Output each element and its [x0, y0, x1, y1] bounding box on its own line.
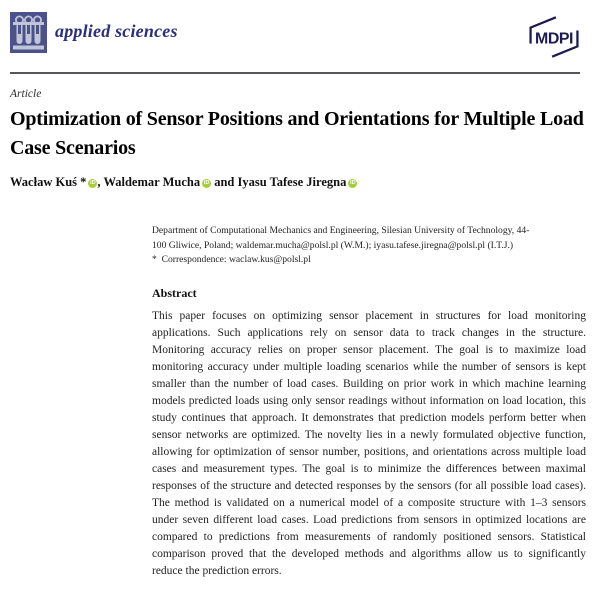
- author-name: Wacław Kuś *: [10, 175, 87, 189]
- correspondence-line: * Correspondence: waclaw.kus@polsl.pl: [152, 254, 311, 265]
- abstract-text: This paper focuses on optimizing sensor placement in structures for load monitoring applications. Such applications rely on sensor data to track changes in the structure. Monitoring accuracy relies on proper sensor placement. The goal is to maximize load monitoring accuracy under multiple loading scenarios while the number of sensors is kept smaller than the number of load cases. Building on prior work in which machine learning models predicted loads using only sensor readings without information on load location, this study continues that approach. It demonstrates that prediction models perform better when sensor networks are optimized. The novelty lies in a newly formulated objective function, allowing for optimization of sensor number, positions, and orientations across multiple load cases and measurement types. The goal is to minimize the differences between maximal responses of the structure and detected responses by the sensors (for all possible load cases). The method is validated on a numerical model of a composite structure with 1–3 sensors under seven different load cases. Load predictions from sensors in optimized locations are compared to predictions from measurements of randomly positioned sensors. Statistical comparison proved that the developed methods and algorithms allow us to significantly reduce the prediction errors.: [152, 310, 586, 577]
- author-list: [10, 175, 570, 190]
- affiliation-text: Department of Computational Mechanics and Engineering, Silesian University of Technology, 44-100 Gliwice, Poland; waldemar.mucha@polsl.pl (W.M.); iyasu.tafese.jiregna@polsl.pl (I.T.J.): [152, 225, 530, 251]
- author-name: Iyasu Tafese Jiregna: [237, 175, 347, 189]
- author-separator: ,: [97, 175, 104, 189]
- orcid-icon[interactable]: iD: [350, 180, 356, 186]
- mdpi-wordmark: MDPI: [535, 30, 573, 48]
- header-divider: [10, 72, 580, 74]
- journal-name: applied sciences: [55, 21, 178, 41]
- abstract-heading: Abstract: [152, 286, 197, 300]
- mdpi-logo-icon: [524, 14, 584, 60]
- article-title: Optimization of Sensor Positions and Orientations for Multiple Load Case Scenarios: [10, 108, 584, 159]
- orcid-icon[interactable]: iD: [90, 180, 96, 186]
- author-name: Waldemar Mucha: [103, 175, 201, 189]
- author-separator: and: [211, 175, 238, 189]
- article-type-label: Article: [10, 88, 42, 100]
- orcid-icon[interactable]: iD: [203, 180, 210, 186]
- applied-sciences-logo-icon: [10, 12, 47, 53]
